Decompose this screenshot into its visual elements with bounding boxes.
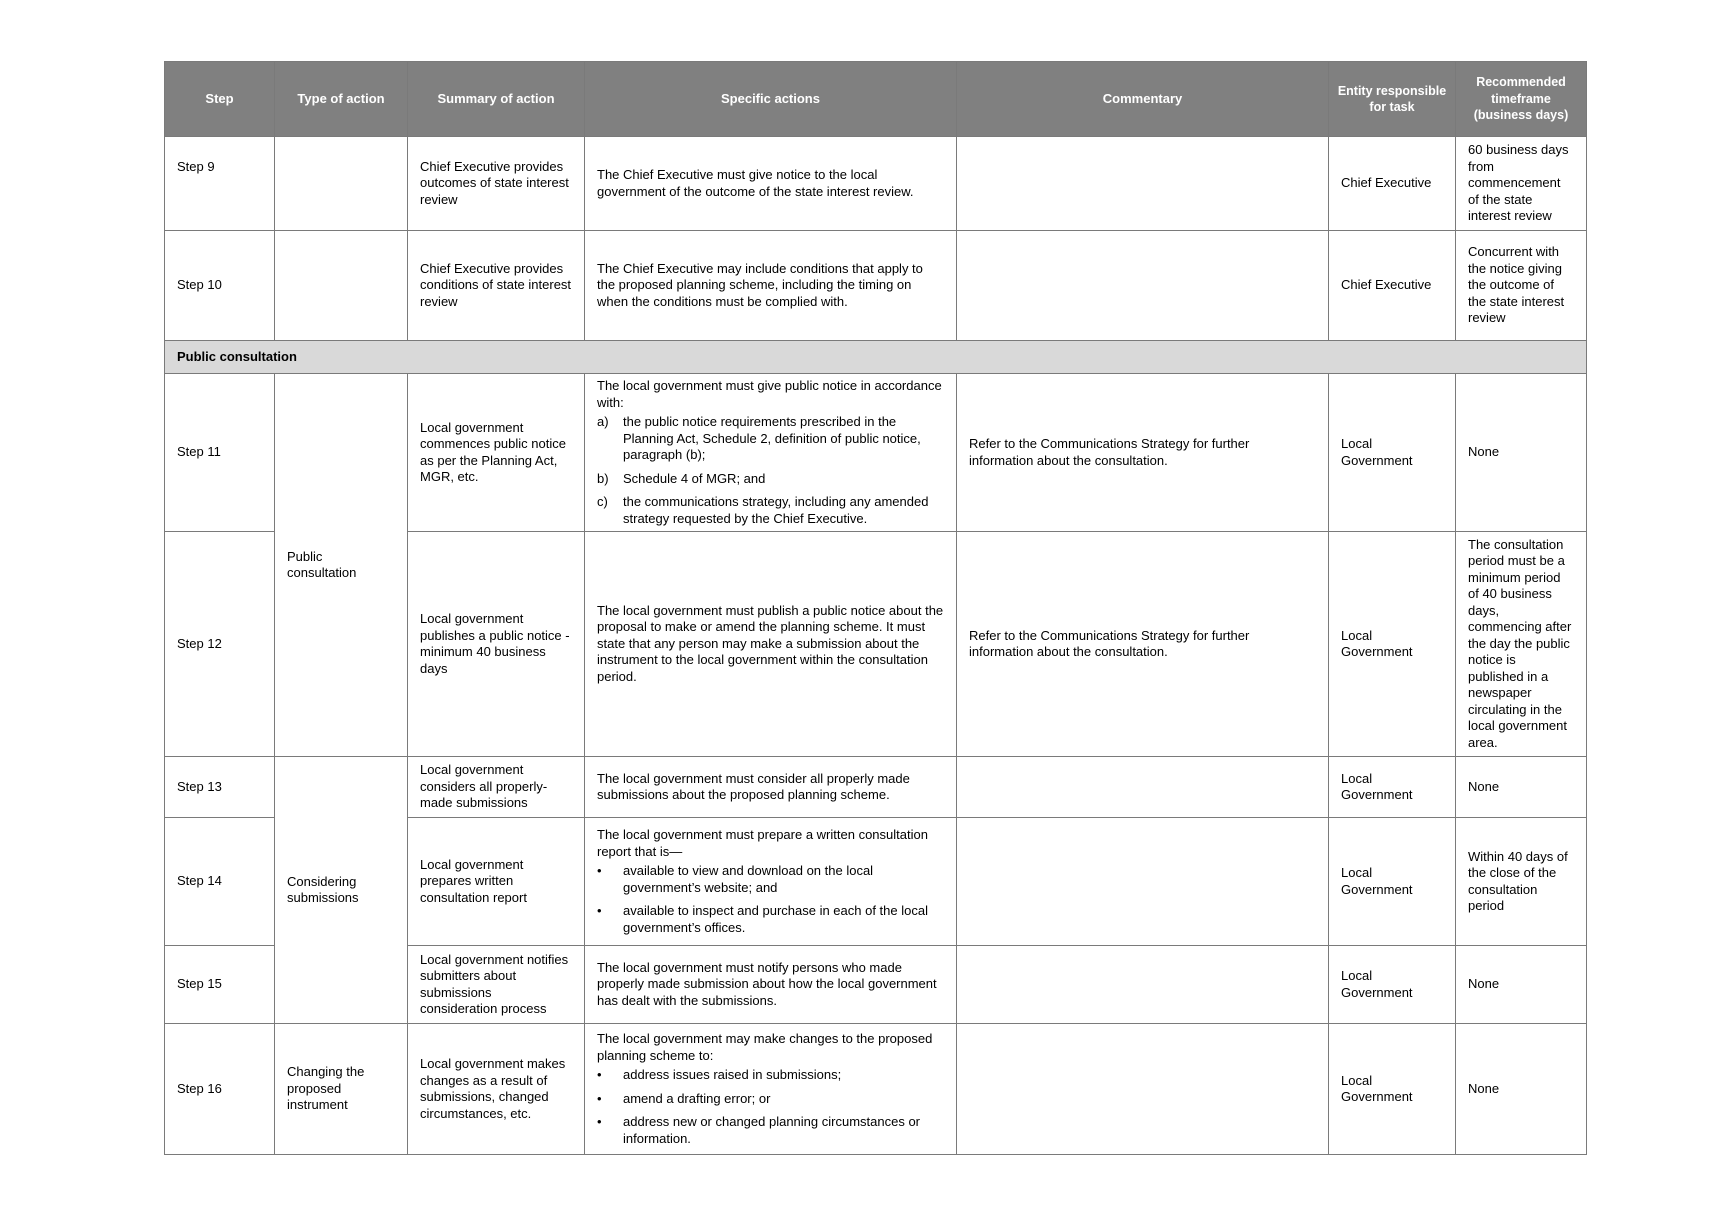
table-header-row [165, 62, 1587, 137]
summary-cell: Local government commences public notice as per the Planning Act, MGR, etc. [408, 374, 585, 532]
step-cell: Step 15 [165, 946, 275, 1024]
process-table-page [164, 61, 1586, 1155]
timeframe-cell: None [1456, 374, 1587, 532]
commentary-cell: Refer to the Communications Strategy for further information about the consultation. [957, 532, 1329, 757]
summary-cell: Chief Executive provides conditions of state interest review [408, 231, 585, 341]
entity-cell: Local Government [1329, 1024, 1456, 1155]
list-item-text: amend a drafting error; or [623, 1090, 771, 1106]
list-item-text: available to inspect and purchase in each of the local government’s offices. [623, 903, 928, 935]
table-row [165, 757, 1587, 818]
entity-cell: Local Government [1329, 374, 1456, 532]
specific-intro: The local government may make changes to the proposed planning scheme to: [597, 1031, 933, 1063]
specific-list [597, 863, 944, 936]
list-item [597, 863, 944, 896]
step-cell: Step 12 [165, 532, 275, 757]
list-marker: b) [597, 470, 609, 486]
table-row [165, 374, 1587, 532]
commentary-cell [957, 137, 1329, 231]
planning-steps-table [164, 61, 1587, 1155]
summary-cell: Local government notifies submitters about submissions consideration process [408, 946, 585, 1024]
commentary-cell: Refer to the Communications Strategy for further information about the consultation. [957, 374, 1329, 532]
bullet-icon: • [597, 1067, 602, 1082]
specific-list [597, 414, 944, 527]
list-item-text: Schedule 4 of MGR; and [623, 470, 766, 486]
step-cell: Step 10 [165, 231, 275, 341]
step-cell: Step 16 [165, 1024, 275, 1155]
list-marker: c) [597, 494, 608, 509]
table-row [165, 137, 1587, 231]
timeframe-cell: None [1456, 946, 1587, 1024]
list-item [597, 903, 944, 936]
bullet-icon: • [597, 1114, 602, 1129]
header-recommended-timeframe: Recommended timeframe (business days) [1456, 62, 1587, 137]
entity-cell: Local Government [1329, 532, 1456, 757]
step-cell: Step 14 [165, 818, 275, 946]
list-item [597, 1067, 944, 1084]
list-item-text: the public notice requirements prescribed in the Planning Act, Schedule 2, definition of public notice, paragraph (b); [623, 414, 921, 462]
list-marker: a) [597, 414, 609, 429]
list-item-text: address new or changed planning circumstances or information. [623, 1114, 921, 1146]
summary-cell: Local government prepares written consultation report [408, 818, 585, 946]
timeframe-cell: Within 40 days of the close of the consultation period [1456, 818, 1587, 946]
header-commentary: Commentary [957, 62, 1329, 137]
header-specific-actions: Specific actions [585, 62, 957, 137]
step-cell: Step 11 [165, 374, 275, 532]
list-item [597, 1091, 944, 1108]
type-cell-public-consultation: Public consultation [275, 374, 408, 757]
specific-intro: The local government must prepare a written consultation report that is— [597, 827, 928, 859]
specific-cell: The Chief Executive must give notice to the local government of the outcome of the state interest review. [585, 137, 957, 231]
timeframe-cell: None [1456, 757, 1587, 818]
entity-cell: Local Government [1329, 757, 1456, 818]
summary-cell: Local government considers all properly-made submissions [408, 757, 585, 818]
step-cell: Step 13 [165, 757, 275, 818]
commentary-cell [957, 757, 1329, 818]
specific-intro: The local government must give public notice in accordance with: [597, 378, 942, 410]
specific-cell: The local government must publish a public notice about the proposal to make or amend the planning scheme. It must state that any person may make a submission about the instrument to the local government within the consultation period. [585, 532, 957, 757]
timeframe-cell: Concurrent with the notice giving the outcome of the state interest review [1456, 231, 1587, 341]
bullet-icon: • [597, 863, 602, 878]
table-row [165, 231, 1587, 341]
header-step: Step [165, 62, 275, 137]
commentary-cell [957, 818, 1329, 946]
summary-cell: Chief Executive provides outcomes of state interest review [408, 137, 585, 231]
specific-cell: The local government must consider all properly made submissions about the proposed planning scheme. [585, 757, 957, 818]
header-type-of-action: Type of action [275, 62, 408, 137]
commentary-cell [957, 231, 1329, 341]
bullet-icon: • [597, 1090, 602, 1106]
type-cell: Changing the proposed instrument [275, 1024, 408, 1155]
timeframe-cell: 60 business days from commencement of the state interest review [1456, 137, 1587, 231]
specific-cell: The local government must notify persons who made properly made submission about how the local government has dealt with the submissions. [585, 946, 957, 1024]
list-item-text: the communications strategy, including any amended strategy requested by the Chief Executive. [623, 494, 929, 526]
entity-cell: Chief Executive [1329, 231, 1456, 341]
summary-cell: Local government makes changes as a result of submissions, changed circumstances, etc. [408, 1024, 585, 1155]
table-row [165, 1024, 1587, 1155]
summary-cell: Local government publishes a public notice - minimum 40 business days [408, 532, 585, 757]
list-item [597, 471, 944, 488]
commentary-cell [957, 946, 1329, 1024]
specific-cell [585, 818, 957, 946]
list-item [597, 494, 944, 527]
list-item-text: available to view and download on the local government’s website; and [623, 863, 874, 895]
type-cell [275, 231, 408, 341]
type-cell [275, 137, 408, 231]
commentary-cell [957, 1024, 1329, 1155]
specific-list [597, 1067, 944, 1147]
timeframe-cell: The consultation period must be a minimum period of 40 business days, commencing after the day the public notice is published in a newspaper circulating in the local government area. [1456, 532, 1587, 757]
timeframe-cell: None [1456, 1024, 1587, 1155]
section-title-public-consultation: Public consultation [165, 341, 1587, 374]
entity-cell: Chief Executive [1329, 137, 1456, 231]
specific-cell [585, 1024, 957, 1155]
bullet-icon: • [597, 903, 602, 918]
entity-cell: Local Government [1329, 818, 1456, 946]
list-item [597, 1114, 944, 1147]
specific-cell [585, 374, 957, 532]
step-cell: Step 9 [165, 137, 275, 231]
specific-cell: The Chief Executive may include conditions that apply to the proposed planning scheme, including the timing on when the conditions must be complied with. [585, 231, 957, 341]
list-item-text: address issues raised in submissions; [623, 1067, 842, 1082]
entity-cell: Local Government [1329, 946, 1456, 1024]
type-cell-considering-submissions: Considering submissions [275, 757, 408, 1024]
header-entity-responsible: Entity responsible for task [1329, 62, 1456, 137]
header-summary-of-action: Summary of action [408, 62, 585, 137]
list-item [597, 414, 944, 464]
section-row [165, 341, 1587, 374]
